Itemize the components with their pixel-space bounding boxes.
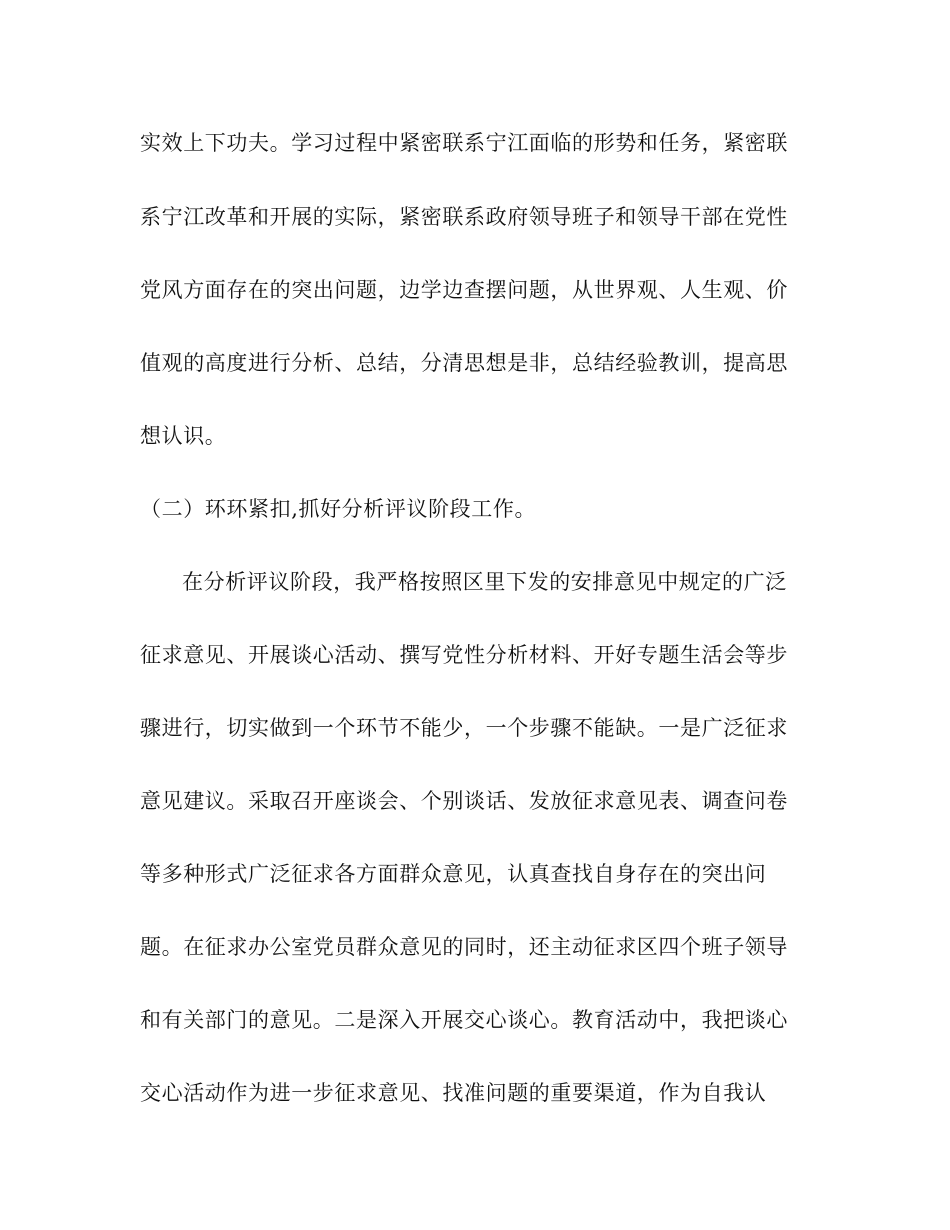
paragraph-2-line-8: 交心活动作为进一步征求意见、找准问题的重要渠道，作为自我认 [140, 1081, 767, 1105]
paragraph-1-line-3: 党风方面存在的突出问题，边学边查摆问题，从世界观、人生观、价 [140, 278, 788, 302]
paragraph-2-line-7: 和有关部门的意见。二是深入开展交心谈心。教育活动中，我把谈心 [140, 1008, 788, 1032]
paragraph-2-line-5: 等多种形式广泛征求各方面群众意见，认真查找自身存在的突出问 [140, 862, 767, 886]
paragraph-2-line-2: 征求意见、开展谈心活动、撰写党性分析材料、开好专题生活会等步 [140, 643, 788, 667]
paragraph-2-line-3: 骤进行，切实做到一个环节不能少，一个步骤不能缺。一是广泛征求 [140, 716, 788, 740]
paragraph-1-line-5: 想认识。 [140, 424, 227, 448]
paragraph-2-line-1: 在分析评议阶段，我严格按照区里下发的安排意见中规定的广泛 [182, 570, 787, 594]
paragraph-2-line-6: 题。在征求办公室党员群众意见的同时，还主动征求区四个班子领导 [140, 935, 788, 959]
paragraph-1-line-1: 实效上下功夫。学习过程中紧密联系宁江面临的形势和任务，紧密联 [140, 131, 788, 155]
paragraph-2-line-4: 意见建议。采取召开座谈会、个别谈话、发放征求意见表、调查问卷 [140, 789, 788, 813]
section-heading: （二）环环紧扣,抓好分析评议阶段工作。 [140, 497, 537, 521]
paragraph-1-line-4: 值观的高度进行分析、总结，分清思想是非，总结经验教训，提高思 [140, 351, 788, 375]
paragraph-1-line-2: 系宁江改革和开展的实际，紧密联系政府领导班子和领导干部在党性 [140, 205, 788, 229]
